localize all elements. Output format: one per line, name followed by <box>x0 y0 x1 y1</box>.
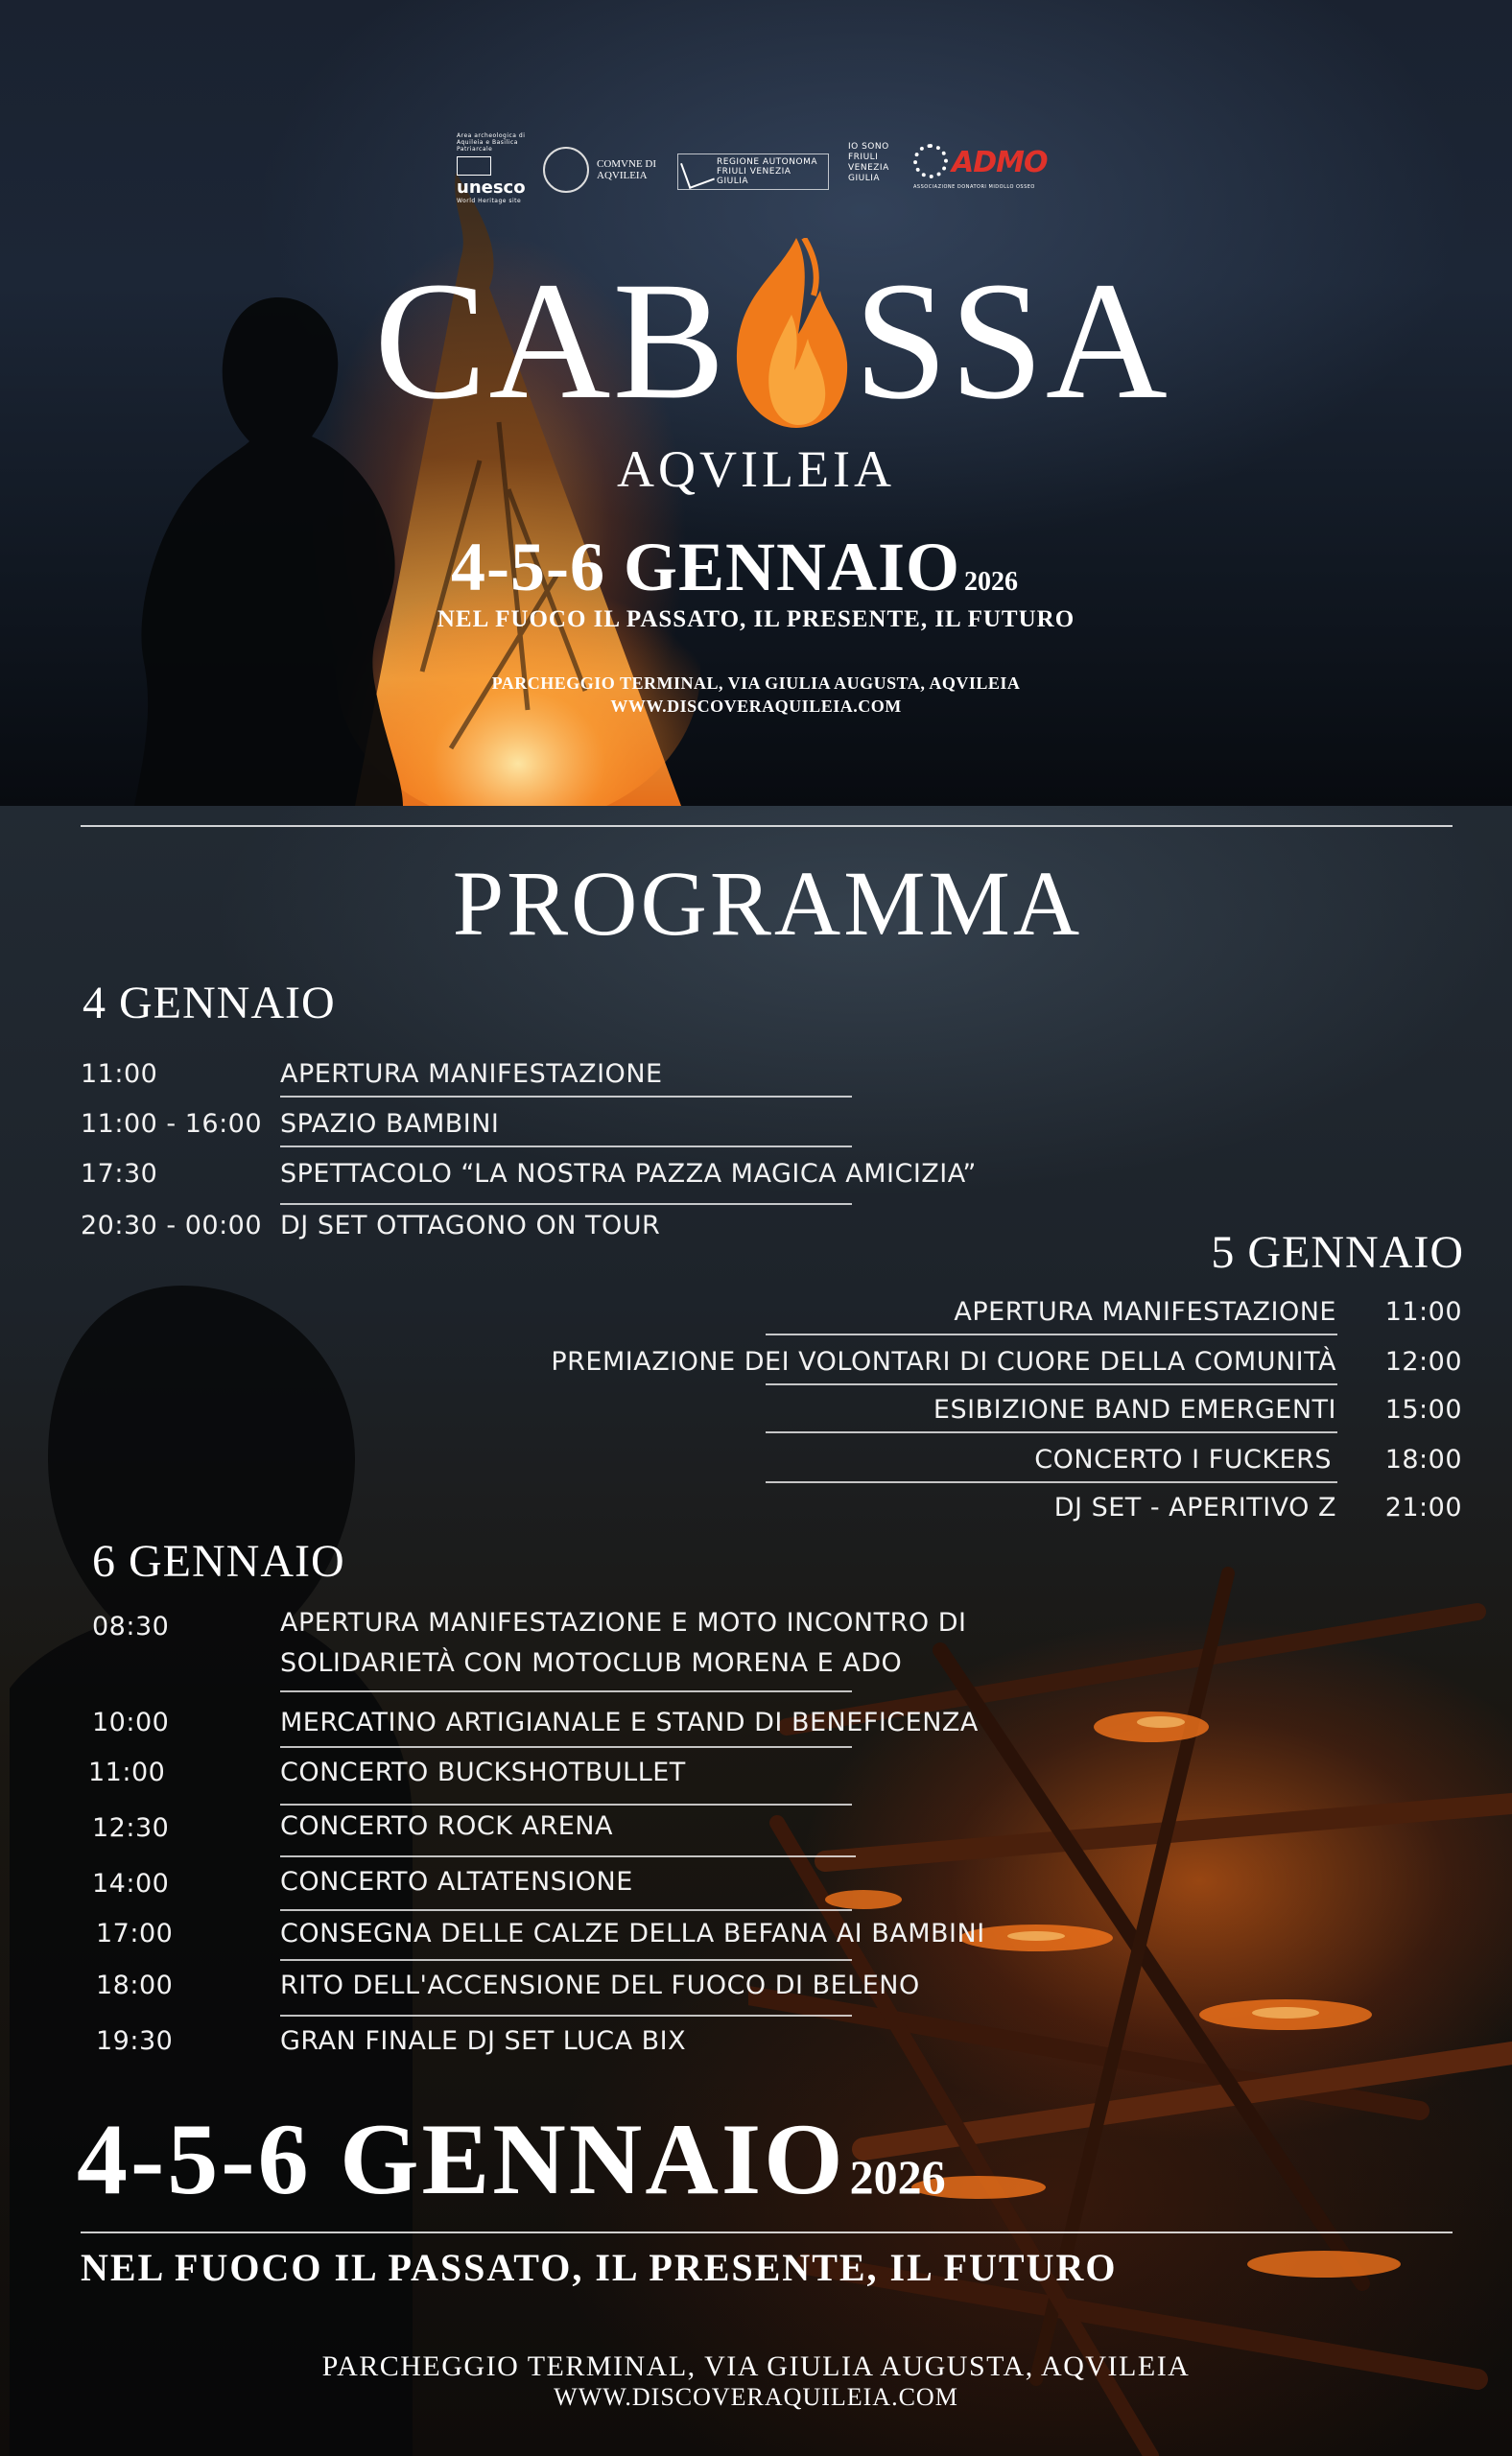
day4-time-1: 11:00 <box>81 1059 158 1089</box>
footer-website: WWW.DISCOVERAQUILEIA.COM <box>554 2383 958 2411</box>
admo-logo <box>913 144 1057 192</box>
day4-time-4: 20:30 - 00:00 <box>81 1211 263 1240</box>
day5-activity-4: CONCERTO I FUCKERS <box>1034 1445 1332 1475</box>
program-heading: PROGRAMMA <box>452 852 1083 955</box>
footer-dates <box>77 2101 1228 2216</box>
footer-year: 2026 <box>849 2150 946 2204</box>
day6-activity-8: GRAN FINALE DJ SET LUCA BIX <box>280 2026 687 2056</box>
day6-time-4: 12:30 <box>92 1813 170 1843</box>
footer-address: PARCHEGGIO TERMINAL, VIA GIULIA AUGUSTA, AQVILEIA <box>321 2350 1191 2382</box>
program-section <box>0 806 1512 2456</box>
day6-divider-2 <box>280 1746 852 1748</box>
day6-divider-5 <box>280 1909 852 1911</box>
unesco-logo <box>457 132 533 204</box>
day4-time-2: 11:00 - 16:00 <box>81 1109 263 1139</box>
unesco-caption: Area archeologica di Aquileia e Basilica Patriarcale <box>457 132 526 153</box>
day4-activity-2: SPAZIO BAMBINI <box>280 1109 500 1139</box>
hero-address: PARCHEGGIO TERMINAL, VIA GIULIA AUGUSTA, AQVILEIA <box>491 673 1021 693</box>
day5-divider-4 <box>766 1481 1337 1483</box>
regione-logo <box>677 154 829 190</box>
day6-activity-1-line2: SOLIDARIETÀ CON MOTOCLUB MORENA E ADO <box>280 1648 903 1678</box>
comune-seal-icon <box>543 147 589 193</box>
hero-tagline: NEL FUOCO IL PASSATO, IL PRESENTE, IL FUTURO <box>437 606 1075 632</box>
day6-time-1: 08:30 <box>92 1612 170 1641</box>
admo-wordmark: ADMO <box>952 146 1048 179</box>
day5-time-2: 12:00 <box>1384 1347 1462 1377</box>
day6-time-6: 17:00 <box>96 1919 174 1948</box>
day6-activity-4: CONCERTO ROCK ARENA <box>280 1811 613 1841</box>
day6-activity-2: MERCATINO ARTIGIANALE E STAND DI BENEFICENZA <box>280 1708 979 1737</box>
day4-time-3: 17:30 <box>81 1159 158 1189</box>
day5-time-5: 21:00 <box>1384 1493 1462 1523</box>
hero-year: 2026 <box>964 567 1018 597</box>
day6-time-7: 18:00 <box>96 1971 174 2000</box>
hero-dates-text: 4-5-6 GENNAIO <box>451 529 960 605</box>
day5-divider-2 <box>766 1383 1337 1385</box>
day5-time-4: 18:00 <box>1384 1445 1462 1475</box>
day6-divider-1 <box>280 1690 852 1692</box>
day4-activity-4: DJ SET OTTAGONO ON TOUR <box>280 1211 661 1240</box>
io-sono-fvg-logo: IO SONO FRIULI VENEZIA GIULIA <box>848 142 889 183</box>
unesco-sub: World Heritage site <box>457 198 522 204</box>
day6-divider-6 <box>280 1959 852 1961</box>
day6-time-3: 11:00 <box>88 1758 166 1787</box>
eagle-icon <box>680 154 715 189</box>
unesco-wordmark: unesco <box>457 177 526 198</box>
hero-dates <box>451 528 1122 604</box>
event-title <box>374 248 1169 435</box>
day4-activity-1: APERTURA MANIFESTAZIONE <box>280 1059 663 1089</box>
day6-activity-5: CONCERTO ALTATENSIONE <box>280 1867 633 1897</box>
title-right: SSA <box>854 248 1169 435</box>
day6-title: 6 GENNAIO <box>92 1536 345 1587</box>
comune-logo <box>543 146 677 194</box>
regione-label: REGIONE AUTONOMA FRIULI VENEZIA GIULIA <box>717 157 817 186</box>
day5-time-3: 15:00 <box>1384 1395 1462 1425</box>
day5-activity-3: ESIBIZIONE BAND EMERGENTI <box>933 1395 1336 1425</box>
admo-sun-icon <box>913 144 948 178</box>
hero-subtitle: AQVILEIA <box>617 440 895 498</box>
day5-divider-1 <box>766 1334 1337 1335</box>
day4-divider-3 <box>280 1203 852 1205</box>
day5-divider-3 <box>766 1431 1337 1433</box>
day4-divider-1 <box>280 1096 852 1098</box>
footer-dates-text: 4-5-6 GENNAIO <box>77 2103 846 2215</box>
day6-time-8: 19:30 <box>96 2026 174 2056</box>
day5-activity-1: APERTURA MANIFESTAZIONE <box>954 1297 1336 1327</box>
day6-activity-6: CONSEGNA DELLE CALZE DELLA BEFANA AI BAMBINI <box>280 1919 985 1948</box>
day4-title: 4 GENNAIO <box>83 978 336 1028</box>
day5-activity-5: DJ SET - APERITIVO Z <box>1053 1493 1336 1523</box>
footer-tagline: NEL FUOCO IL PASSATO, IL PRESENTE, IL FUTURO <box>81 2246 1118 2289</box>
day5-title: 5 GENNAIO <box>1211 1227 1464 1278</box>
day5-activity-2: PREMIAZIONE DEI VOLONTARI DI CUORE DELLA COMUNITÀ <box>551 1347 1336 1377</box>
top-divider <box>81 825 1453 827</box>
hero-section <box>0 0 1512 806</box>
day6-activity-3: CONCERTO BUCKSHOTBULLET <box>280 1758 686 1787</box>
day6-divider-4 <box>280 1855 856 1857</box>
day6-divider-7 <box>280 2015 852 2017</box>
day4-activity-3: SPETTACOLO “LA NOSTRA PAZZA MAGICA AMICIZIA” <box>280 1159 977 1189</box>
flame-icon <box>720 238 854 430</box>
day6-divider-3 <box>280 1804 852 1806</box>
day6-time-5: 14:00 <box>92 1869 170 1899</box>
title-left: CAB <box>374 248 727 435</box>
footer-divider <box>81 2232 1453 2233</box>
unesco-emblem-icon <box>457 156 491 176</box>
day6-activity-1: APERTURA MANIFESTAZIONE E MOTO INCONTRO DI <box>280 1608 967 1638</box>
day5-time-1: 11:00 <box>1384 1297 1462 1327</box>
hero-website: WWW.DISCOVERAQUILEIA.COM <box>610 697 902 716</box>
day4-divider-2 <box>280 1145 852 1147</box>
day6-time-2: 10:00 <box>92 1708 170 1737</box>
day6-activity-7: RITO DELL'ACCENSIONE DEL FUOCO DI BELENO <box>280 1971 920 2000</box>
admo-sub: ASSOCIAZIONE DONATORI MIDOLLO OSSEO <box>913 184 1035 190</box>
comune-label: COMVNE DI AQVILEIA <box>597 158 657 181</box>
